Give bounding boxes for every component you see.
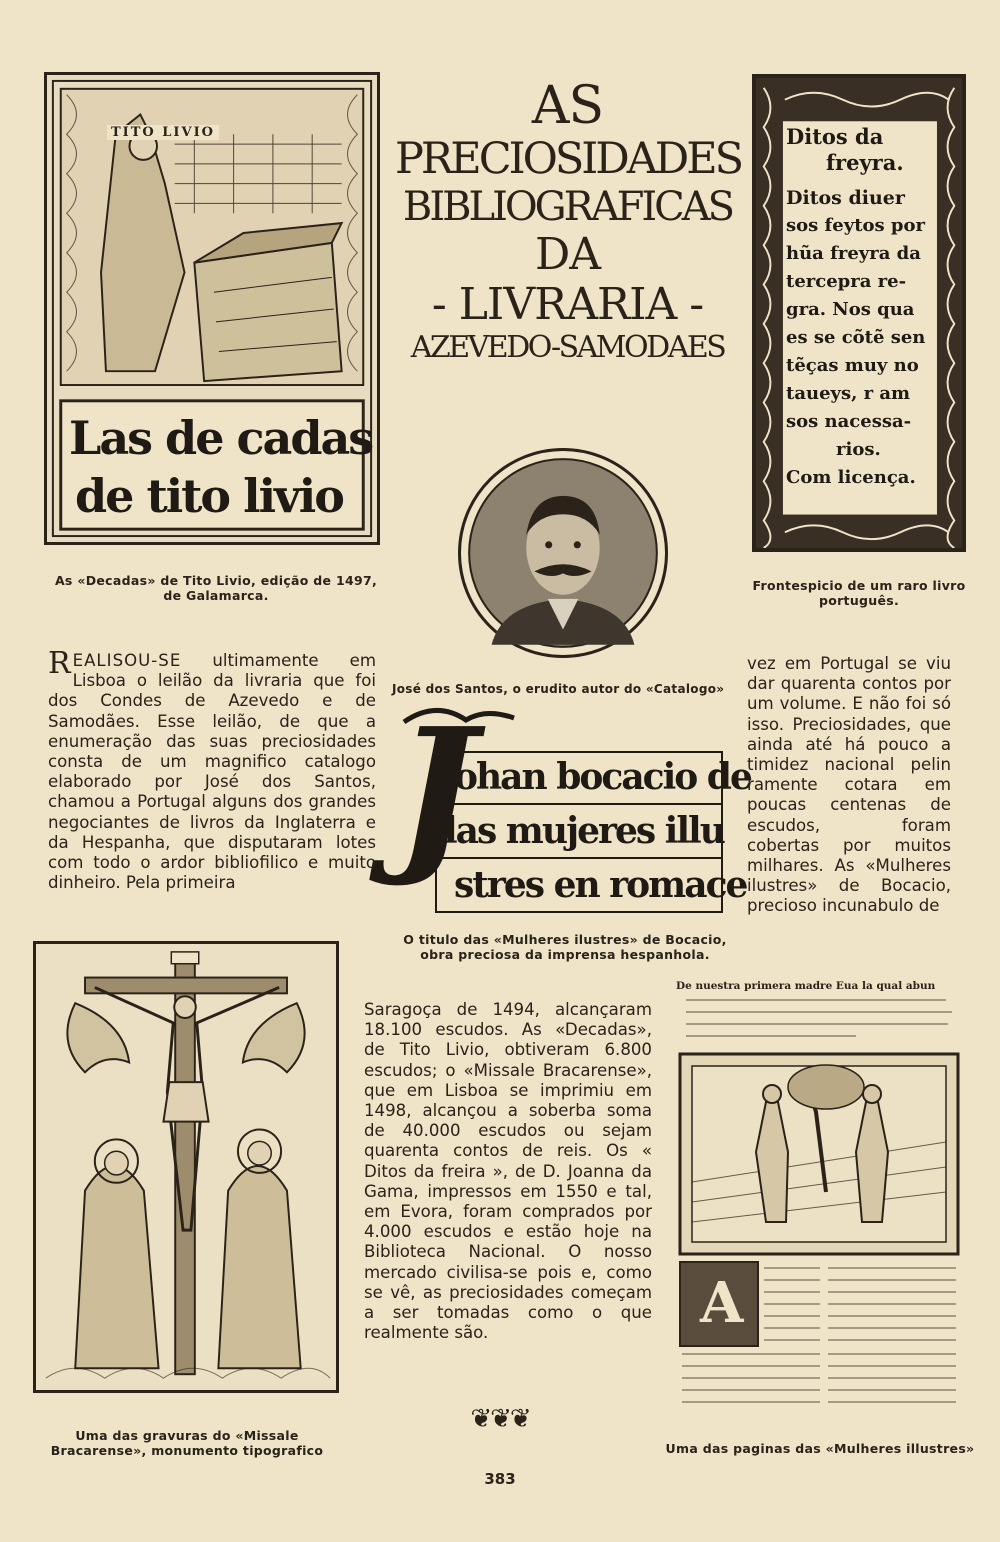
svg-text:A: A (700, 1270, 744, 1336)
ditos-line: Com licença. (786, 467, 916, 488)
article-column-3 (364, 1000, 652, 1343)
headline-line-4: DA (534, 229, 601, 280)
article-column-3-text: Saragoça de 1494, alcançaram 18.100 escudos. As «Decadas», de Tito Livio, obtiveram 6.800 escudos; o «Missale Bracarense», que em Lisboa se imprimiu em 1498, alcançou a soberba soma de 40.000 escudos ou sejam quarenta contos de reis. Os « Ditos da freira », de D. Joanna da Gama, impressos em 1550 e tal, em Evora, foram comprados por 4.000 escudos e estão hoje na Biblioteca Nacional. O nosso mercado civilisa-se pois e, como se vê, as preciosidades começam a ser tomadas como o que realmente são. (364, 1000, 652, 1343)
headline-line-5: - LIVRARIA - (431, 279, 704, 330)
ditos-line: sos feytos por (786, 215, 925, 236)
headline-line-6: AZEVEDO-SAMODAES (410, 330, 725, 365)
ditos-text-block (786, 124, 942, 492)
missale-caption: Uma das gravuras do «Missale Bracarense», monumento tipografico (50, 1428, 324, 1458)
ditos-line: sos nacessa- (786, 411, 912, 432)
decadas-caption: As «Decadas» de Tito Livio, edição de 1497, de Galamarca. (54, 573, 378, 603)
ditos-line: freyra. (826, 150, 904, 175)
bocacio-line-2: las mujeres illu (444, 810, 724, 852)
ditos-line: es se cõtẽ sen (786, 327, 926, 348)
article-column-2 (747, 654, 951, 917)
article-column-2-text: vez em Portugal se viu dar quarenta contos por um volume. E não foi só isso. Preciosidades, que ainda até há pouco a timidez nacional pelin ramente cotara em poucas centenas de escudos, foram cobertas por muitos milhares. As «Mulheres ilustres» de Bocacio, precioso incunabulo de (747, 654, 951, 916)
bocacio-line-3: stres en romace (454, 864, 747, 906)
article-dropcap: R (48, 646, 71, 681)
mulheres-page (676, 980, 960, 1420)
headline (395, 76, 742, 365)
portrait-art (461, 451, 665, 655)
ditos-line: taueys, r am (786, 383, 911, 404)
mulheres-page-art (676, 992, 960, 1412)
ditos-line: hũa freyra da (786, 243, 921, 264)
mulheres-caption: Uma das paginas das «Mulheres illustres» (665, 1441, 975, 1456)
ditos-line: tercepra re- (786, 271, 907, 292)
missale-woodcut (33, 941, 339, 1393)
bocacio-initial: J (396, 691, 477, 891)
bocacio-caption: O titulo das «Mulheres ilustres» de Bocacio, obra preciosa da imprensa hespanhola. (403, 932, 727, 962)
ornament: ❦❦❦ (470, 1404, 530, 1434)
portrait-medallion (458, 448, 668, 658)
article-column-1 (48, 646, 376, 893)
decadas-woodcut-title-1: Las de cadas (69, 411, 373, 465)
article-smallcaps: EALISOU-SE (72, 651, 182, 670)
mulheres-page-header: De nuestra primera madre Eua la qual abun (676, 980, 936, 992)
missale-woodcut-art (36, 944, 336, 1390)
decadas-top-banner: TITO LIVIO (107, 125, 219, 140)
ditos-line: tẽças muy no (786, 355, 919, 376)
ditos-line: rios. (836, 439, 881, 460)
headline-line-1: AS (531, 76, 604, 136)
decadas-woodcut (44, 72, 380, 545)
decadas-woodcut-title-2: de tito livio (75, 469, 343, 523)
bocacio-line-1: ohan bocacio de (454, 756, 751, 798)
portrait-caption: José dos Santos, o erudito autor do «Catalogo» (392, 682, 725, 696)
ditos-caption: Frontespicio de um raro livro português. (752, 578, 966, 608)
headline-line-3: BIBLIOGRAFICAS (402, 184, 733, 230)
ditos-line: Ditos diuer (786, 187, 905, 209)
bocacio-title-art (396, 691, 751, 915)
headline-line-2: PRECIOSIDADES (395, 134, 742, 184)
ditos-line: Ditos da (786, 124, 884, 149)
ditos-line: gra. Nos qua (786, 299, 915, 320)
page-number: 383 (484, 1470, 516, 1488)
article-column-1-text: ultimamente em Lisboa o leilão da livraria que foi dos Condes de Azevedo e de Samodães. Esse leilão, de que a enumeração das suas preciosidades consta de um magnifico catalogo elaborado por José dos Santos, chamou a Portugal alguns dos grandes negociantes de livros da Inglaterra e da Hespanha, que disputaram lotes com todo o ardor bibliofilico e muito dinheiro. Pela primeira (48, 651, 376, 893)
ditos-frontispiece (752, 74, 966, 552)
